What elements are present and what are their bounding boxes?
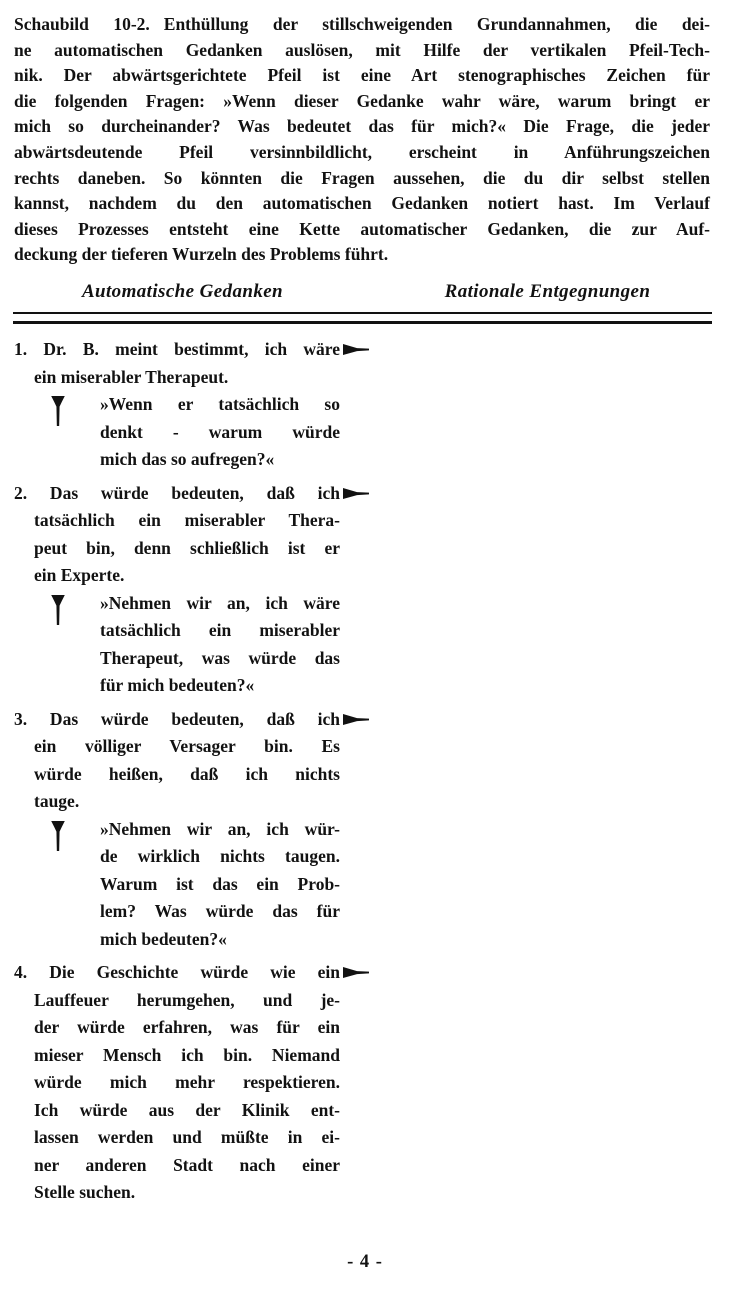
caption-line: mich so durcheinander? Was bedeutet das für mich?« Die Frage, die jeder (14, 116, 710, 137)
caption-line: rechts daneben. So könnten die Fragen aussehen, die du dir selbst stellen (14, 167, 710, 188)
thought-text-line: ein miserabler Therapeut. (34, 366, 229, 387)
caption-line: dieses Prozesses entsteht eine Kette automatischer Gedanken, die zur Auf- (14, 218, 710, 239)
question-text-line: »Nehmen wir an, ich wäre (100, 592, 340, 613)
thought-text-line: tatsächlich ein miserabler Thera- (34, 510, 340, 530)
thought-item (14, 706, 340, 954)
question-text-line: für mich bedeuten?« (100, 675, 255, 695)
question-text-line: lem? Was würde das für (100, 901, 340, 921)
thought-text-line: Lauffeuer herumgehen, und je- (34, 989, 340, 1010)
right-arrow-icon (343, 343, 369, 356)
right-arrow-icon (343, 966, 369, 979)
question-text-line: Warum ist das ein Prob- (100, 873, 340, 894)
thought-text-line: ein völliger Versager bin. Es (34, 736, 340, 756)
question-text-line: mich bedeuten?« (100, 928, 227, 949)
caption-line: abwärtsdeutende Pfeil versinnbildlicht, erscheint in Anführungszeichen (14, 141, 710, 162)
down-arrow-icon (50, 593, 66, 626)
right-arrow-icon (343, 713, 369, 726)
down-arrow-icon (50, 819, 66, 852)
page-number: - 4 - (347, 1252, 383, 1272)
question-text-line: mich das so aufregen?« (100, 449, 275, 469)
thought-text-line: 1. Dr. B. meint bestimmt, ich wäre (14, 339, 340, 359)
caption-line: deckung der tieferen Wurzeln des Problems führt. (14, 244, 389, 265)
automatic-thoughts-list (14, 336, 394, 1213)
caption-line: nik. Der abwärtsgerichtete Pfeil ist eine Art stenographisches Zeichen für (14, 65, 710, 86)
down-arrow-icon (50, 394, 66, 427)
thought-text-line: peut bin, denn schließlich ist er (34, 537, 340, 558)
caption-line: Schaubild 10-2. Enthüllung der stillschweigenden Grundannahmen, die dei- (14, 14, 711, 34)
caption-line: kannst, nachdem du den automatischen Gedanken notiert hast. Im Verlauf (14, 193, 710, 214)
thought-item (14, 959, 340, 1207)
thought-text-line: Ich würde aus der Klinik ent- (34, 1099, 340, 1120)
thought-text-line: würde heißen, daß ich nichts (34, 763, 340, 784)
thought-text-line: mieser Mensch ich bin. Niemand (34, 1044, 340, 1065)
column-header-automatic-thoughts: Automatische Gedanken (81, 281, 284, 302)
thought-text-line: der würde erfahren, was für ein (34, 1017, 340, 1037)
downward-arrow-question (100, 391, 340, 474)
caption-paragraph (14, 12, 710, 268)
right-arrow-icon (343, 487, 369, 500)
thought-text-line: tauge. (34, 791, 80, 811)
question-text-line: »Nehmen wir an, ich wür- (100, 818, 340, 839)
thought-item (14, 480, 340, 700)
thought-text-line: ein Experte. (34, 565, 125, 585)
question-text-line: tatsächlich ein miserabler (100, 620, 340, 640)
thought-text-line: Stelle suchen. (34, 1182, 136, 1202)
thought-item (14, 336, 340, 474)
question-text-line: Therapeut, was würde das (100, 647, 340, 668)
thought-text-line: 2. Das würde bedeuten, daß ich (14, 482, 340, 503)
figure-label: Schaubild 10-2. (14, 14, 150, 34)
question-text-line: »Wenn er tatsächlich so (100, 394, 340, 414)
thought-text-line: würde mich mehr respektieren. (34, 1072, 340, 1092)
table-header-rule (13, 312, 712, 324)
thought-text-line: 4. Die Geschichte würde wie ein (14, 962, 340, 982)
downward-arrow-question (100, 816, 340, 954)
column-headers (0, 281, 730, 303)
question-text-line: de wirklich nichts taugen. (100, 846, 340, 866)
caption-line: die folgenden Fragen: »Wenn dieser Gedanke wahr wäre, warum bringt er (14, 90, 710, 111)
thought-text-line: 3. Das würde bedeuten, daß ich (14, 708, 340, 729)
question-text-line: denkt - warum würde (100, 421, 340, 442)
downward-arrow-question (100, 590, 340, 700)
caption-line: ne automatischen Gedanken auslösen, mit Hilfe der vertikalen Pfeil-Tech- (14, 39, 710, 60)
thought-text-line: ner anderen Stadt nach einer (34, 1154, 340, 1175)
thought-text-line: lassen werden und müßte in ei- (34, 1127, 340, 1147)
column-header-rational-responses: Rationale Entgegnungen (444, 281, 651, 302)
